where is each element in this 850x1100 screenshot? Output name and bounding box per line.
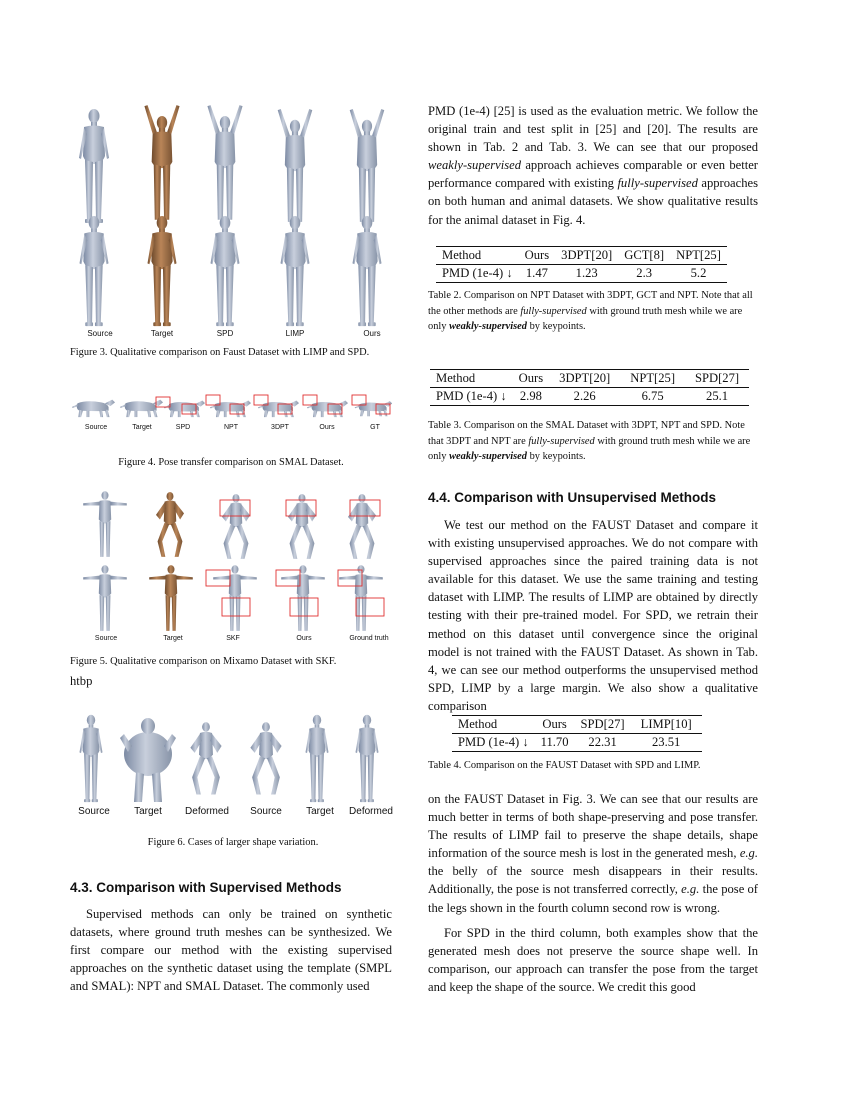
- table3-cell: 6.75: [641, 389, 664, 403]
- table2: [436, 246, 727, 283]
- table3-caption: Table 3. Comparison on the SMAL Dataset with 3DPT, NPT and SPD. Note that 3DPT and NPT are fully-supervised with ground truth mesh while we are only weakly-supervised by keypoints.: [428, 420, 751, 462]
- table2-header: Method: [442, 248, 482, 262]
- fig3-label-spd: SPD: [216, 329, 234, 338]
- table3-cell: 2.98: [519, 389, 542, 403]
- table4-caption: Table 4. Comparison on the FAUST Dataset with SPD and LIMP.: [428, 760, 701, 771]
- table4-cell: PMD (1e-4) ↓: [458, 735, 529, 749]
- table4-cell-best: 11.70: [540, 735, 569, 749]
- table-row: [436, 265, 727, 283]
- fig4-label-npt: NPT: [224, 424, 238, 431]
- table3-cell: PMD (1e-4) ↓: [436, 389, 507, 403]
- table2-header: 3DPT[20]: [561, 248, 613, 262]
- table2-cell: PMD (1e-4) ↓: [442, 266, 513, 280]
- figure4-image: [70, 394, 392, 420]
- fig4-label-source: Source: [84, 424, 108, 431]
- table2-header: NPT[25]: [676, 248, 721, 262]
- table2-header: GCT[8]: [624, 248, 665, 262]
- stray-htbp: htbp: [70, 674, 93, 688]
- table3-header: 3DPT[20]: [559, 371, 611, 385]
- fig4-label-ours: Ours: [319, 424, 335, 431]
- figure6-image: [70, 712, 392, 807]
- table3-header: NPT[25]: [630, 371, 676, 385]
- fig3-label-ours: Ours: [363, 329, 381, 338]
- table4-header: SPD[27]: [580, 717, 625, 731]
- table2-header: Ours: [524, 248, 550, 262]
- fig5-label-skf: SKF: [226, 635, 240, 642]
- figure3-caption: Figure 3. Qualitative comparison on Faust Dataset with LIMP and SPD.: [70, 347, 370, 358]
- table2-cell: 5.2: [690, 266, 707, 280]
- fig5-label-gt: Ground truth: [349, 635, 389, 642]
- table4-cell: 23.51: [651, 735, 681, 749]
- table3-cell: 25.1: [706, 389, 729, 403]
- fig6-label-deformed-1: Deformed: [185, 806, 229, 817]
- fig5-label-target: Target: [163, 635, 183, 642]
- table3-header: Method: [436, 371, 476, 385]
- section-4-4-heading: 4.4. Comparison with Unsupervised Methods: [428, 490, 717, 505]
- table4-cell: 22.31: [588, 735, 617, 749]
- figure5-caption: Figure 5. Qualitative comparison on Mixamo Dataset with SKF.: [70, 656, 337, 667]
- section-4-3-paragraph: Supervised methods can only be trained on synthetic datasets, where ground truth meshes can be synthesized. We first compare our method with the existing supervised approaches on the synthetic dataset using the template (SMPL and SMAL): NPT and SMAL Dataset. The commonly used: [70, 907, 392, 994]
- fig3-row2: [80, 216, 382, 326]
- figure5-image: [70, 488, 392, 636]
- table4-header: Method: [458, 717, 498, 731]
- fig3-row1: [79, 105, 384, 223]
- fig3-label-target: Target: [150, 329, 174, 338]
- fig3-label-source: Source: [87, 329, 113, 338]
- table4-header: Ours: [542, 717, 567, 731]
- table3-header: Ours: [518, 371, 544, 385]
- fig6-label-target-1: Target: [134, 806, 162, 817]
- fig4-label-3dpt: 3DPT: [271, 424, 289, 431]
- table3: [430, 369, 749, 406]
- table4-header: LIMP[10]: [640, 717, 692, 731]
- right-bottom-paragraph-1: on the FAUST Dataset in Fig. 3. We can see that our results are much better in terms of both shape-preserving and pose transfer. The results of LIMP fail to preserve the shape details, shape information of the source mesh is lost in the generated mesh, e.g. the belly of the source mesh disappears in their results. Additionally, the pose is not transferred correctly, e.g. the pose of the legs shown in the fourth column second row is wrong.: [428, 792, 758, 915]
- right-bottom-paragraph-2: For SPD in the third column, both examples show that the generated mesh does not preserve the source shape well. In comparison, our approach can transfer the pose from the target and keep the shape of the source. We credit this good: [428, 926, 758, 995]
- fig6-label-source-2: Source: [250, 806, 282, 817]
- table2-cell-best: 1.23: [575, 266, 598, 280]
- table2-caption: Table 2. Comparison on NPT Dataset with 3DPT, GCT and NPT. Note that all the other methods are fully-supervised with ground truth mesh while we are only weakly-supervised by keypoints.: [428, 290, 753, 332]
- table3-cell-best: 2.26: [573, 389, 596, 403]
- table4: [452, 715, 702, 752]
- figure4-caption: Figure 4. Pose transfer comparison on SMAL Dataset.: [118, 457, 344, 468]
- fig4-label-gt: GT: [370, 424, 380, 431]
- fig3-label-limp: LIMP: [285, 329, 305, 338]
- fig6-label-deformed-2: Deformed: [349, 806, 393, 817]
- section-4-3-heading: 4.3. Comparison with Supervised Methods: [70, 880, 342, 895]
- right-intro-paragraph: PMD (1e-4) [25] is used as the evaluation metric. We follow the original train and test split in [25] and [20]. The results are shown in Tab. 2 and Tab. 3. We can see that our proposed weakly-supervised approach achieves comparable or even better performance compared with existing fully-supervised approaches on both human and animal datasets. We show qualitative results for the animal dataset in Fig. 4.: [428, 104, 759, 227]
- section-4-4-paragraph: We test our method on the FAUST Dataset and compare it with existing unsupervised approaches. We do not compare with supervised approaches since the paired training data is not available for this dataset. We use the same training and testing dataset with LIMP. The results of LIMP are obtained by directly testing with their pre-trained model. For SPD, we retrain their method on this dataset until convergence since the original model is not trained with the FAUST Dataset. As shown in Tab. 4, we can see our method outperforms the unsupervised method SPD, LIMP by a large margin. We also show a qualitative comparison: [428, 518, 758, 713]
- table-row: [452, 734, 702, 752]
- table2-cell: 1.47: [525, 266, 548, 280]
- fig4-label-target: Target: [132, 424, 152, 431]
- fig6-label-source-1: Source: [78, 806, 110, 817]
- fig5-label-ours: Ours: [296, 635, 312, 642]
- table-row: [430, 388, 749, 406]
- figure3-image: [70, 100, 392, 335]
- figure6-caption: Figure 6. Cases of larger shape variation.: [147, 837, 319, 848]
- fig4-label-spd: SPD: [175, 424, 191, 431]
- table2-cell: 2.3: [636, 266, 653, 280]
- fig5-label-source: Source: [94, 635, 118, 642]
- table3-header: SPD[27]: [695, 371, 740, 385]
- fig6-label-target-2: Target: [306, 806, 334, 817]
